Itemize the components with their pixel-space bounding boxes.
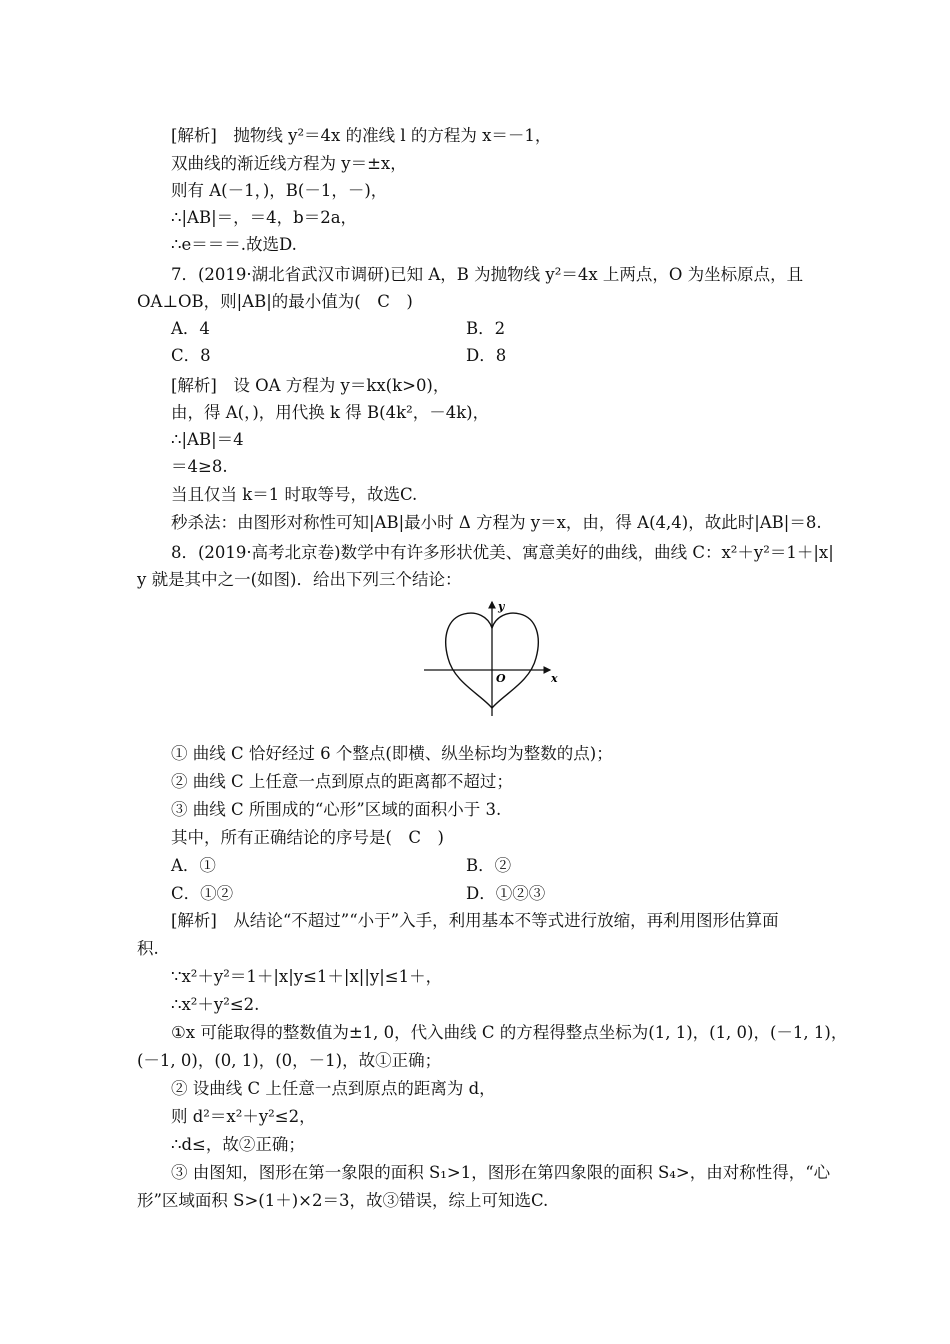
solution-8-point3: ③ 由图知，图形在第一象限的面积 S₁>1，图形在第四象限的面积 S₄>，由对称性得，“心 [171,1163,831,1182]
question-8-stem: 8．(2019·高考北京卷)数学中有许多形状优美、寓意美好的曲线，曲线 C：x²＋y²＝1＋|x| [171,543,834,562]
solution-6-analysis: [解析] 抛物线 y²＝4x 的准线 l 的方程为 x＝－1， [171,126,552,145]
question-8-ask: 其中，所有正确结论的序号是( C ) [171,828,444,847]
question-8-option-a: A．① [171,856,216,875]
solution-8-step2: ∴x²＋y²≤2. [171,995,260,1014]
question-8-option-d: D．①②③ [466,884,546,903]
conclusion-3: ③ 曲线 C 所围成的“心形”区域的面积小于 3. [171,800,502,819]
solution-8-point1-cont: (－1, 0)，(0, 1)，(0，－1)，故①正确； [137,1051,442,1070]
solution-7-shortcut: 秒杀法：由图形对称性可知|AB|最小时 Δ 方程为 y＝x，由，得 A(4,4)，故此时|AB|＝8. [171,513,822,532]
solution-6-asymptote: 双曲线的渐近线方程为 y＝±x， [171,154,407,173]
question-7-stem-cont: OA⊥OB，则|AB|的最小值为( C ) [137,292,413,311]
solution-8-analysis: [解析] 从结论“不超过”“小于”入手，利用基本不等式进行放缩，再利用图形估算面 [171,911,779,930]
conclusion-2: ② 曲线 C 上任意一点到原点的距离都不超过； [171,772,513,791]
solution-7-step4: 当且仅当 k＝1 时取等号，故选C. [171,485,418,504]
solution-8-point1: ①x 可能取得的整数值为±1, 0，代入曲线 C 的方程得整点坐标为(1, 1)，(1, 0)，(－1, 1)， [171,1023,848,1042]
heart-curve-figure [420,596,570,720]
question-7-option-d: D．8 [466,346,507,365]
origin-label: O [496,672,506,685]
solution-8-point2-end: ∴d≤，故②正确； [171,1135,305,1154]
y-axis-label: y [498,600,505,613]
question-7-stem: 7．(2019·湖北省武汉市调研)已知 A，B 为抛物线 y²＝4x 上两点，O 为坐标原点，且 [171,265,804,284]
solution-7-step2: ∴|AB|＝4 [171,430,244,449]
question-8-stem-cont: y 就是其中之一(如图)．给出下列三个结论： [137,570,462,589]
solution-8-point2: ② 设曲线 C 上任意一点到原点的距离为 d， [171,1079,496,1098]
solution-8-analysis-cont: 积. [137,939,159,958]
conclusion-1: ① 曲线 C 恰好经过 6 个整点(即横、纵坐标均为整数的点)； [171,744,613,763]
question-7-option-b: B．2 [466,319,506,338]
question-7-option-a: A．4 [171,319,210,338]
solution-8-point2-step: 则 d²＝x²＋y²≤2， [171,1107,316,1126]
solution-6-conclusion: ∴e＝＝＝.故选D. [171,235,297,254]
heart-curve-svg [420,596,570,720]
solution-7-analysis: [解析] 设 OA 方程为 y＝kx(k>0)， [171,376,450,395]
solution-8-step1: ∵x²＋y²＝1＋|x|y≤1＋|x||y|≤1＋， [171,967,443,986]
solution-6-points: 则有 A(－1，)，B(－1，－)， [171,181,388,200]
solution-6-ab: ∴|AB|＝，＝4，b＝2a， [171,208,358,227]
solution-7-step3: ＝4≥8. [171,457,228,476]
question-8-option-b: B．② [466,856,512,875]
x-axis-label: x [551,672,558,685]
question-8-option-c: C．①② [171,884,234,903]
solution-7-step1: 由，得 A(，)，用代换 k 得 B(4k²，－4k)， [171,403,490,422]
question-7-option-c: C．8 [171,346,211,365]
solution-8-point3-cont: 形”区域面积 S>(1＋)×2＝3，故③错误，综上可知选C. [137,1191,549,1210]
